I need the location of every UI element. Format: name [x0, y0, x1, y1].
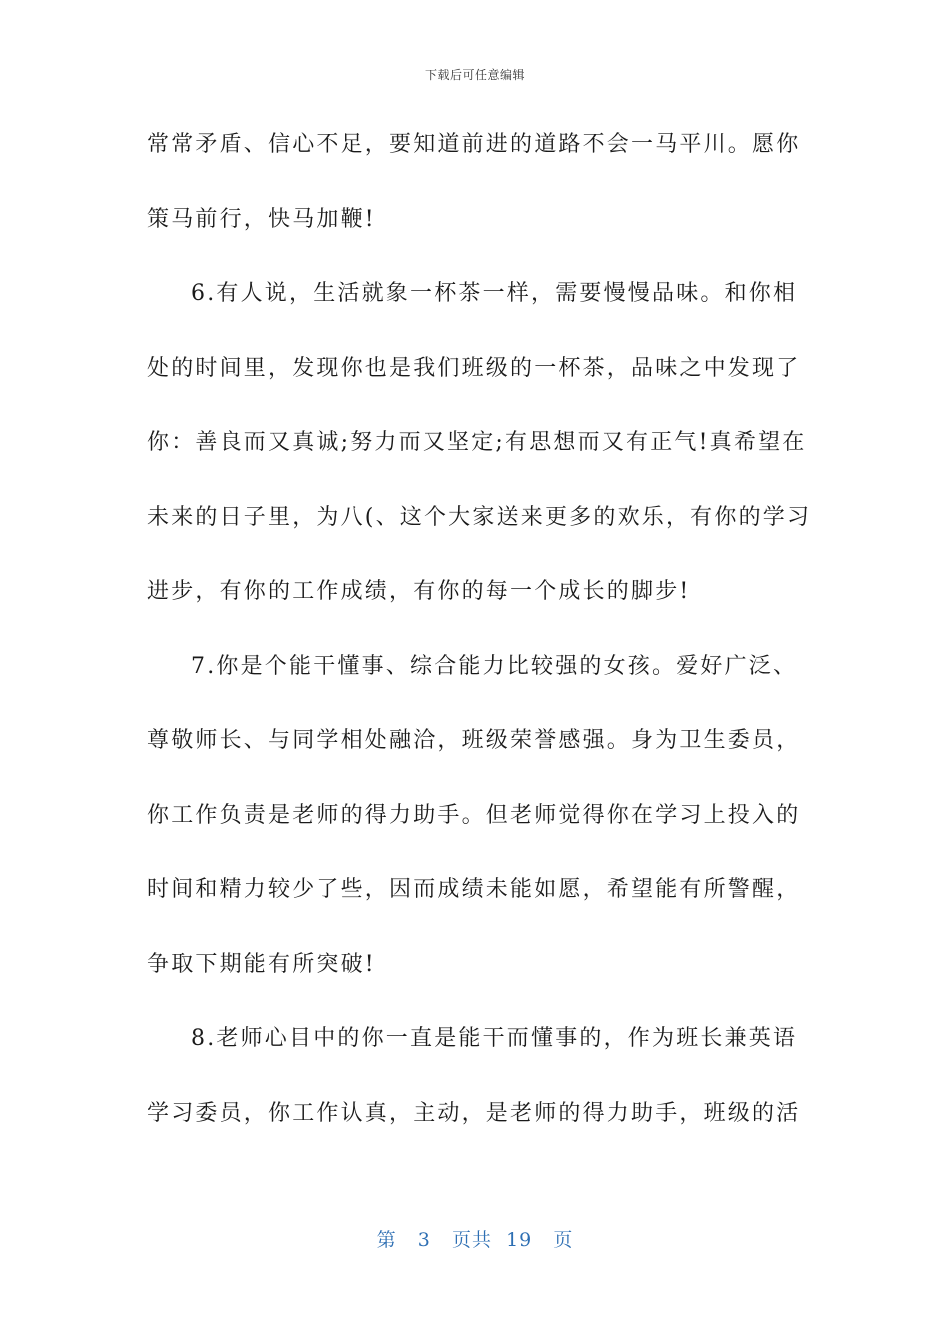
paragraph-line: 时间和精力较少了些，因而成绩未能如愿，希望能有所警醒，	[147, 877, 801, 902]
document-body	[147, 120, 812, 1163]
paragraph-line: 8.老师心目中的你一直是能干而懂事的，作为班长兼英语	[191, 1026, 798, 1051]
footer-suffix: 页	[553, 1229, 574, 1251]
total-pages-number: 19	[506, 1229, 533, 1251]
paragraph-line: 进步，有你的工作成绩，有你的每一个成长的脚步!	[147, 579, 691, 604]
paragraph-line: 学习委员，你工作认真，主动，是老师的得力助手，班级的活	[147, 1100, 801, 1126]
page-number-footer	[0, 1225, 950, 1252]
paragraph-line: 处的时间里，发现你也是我们班级的一杯茶，品味之中发现了	[147, 355, 801, 381]
current-page-number: 3	[417, 1229, 431, 1251]
paragraph-line: 6.有人说，生活就象一杯茶一样，需要慢慢品味。和你相	[191, 281, 798, 306]
page-header-note: 下载后可任意编辑	[424, 68, 525, 82]
paragraph-line: 争取下期能有所突破!	[147, 951, 376, 977]
paragraph-line: 未来的日子里，为八(、这个大家送来更多的欢乐，有你的学习	[147, 504, 812, 530]
paragraph-line: 7.你是个能干懂事、综合能力比较强的女孩。爱好广泛、	[191, 653, 798, 679]
paragraph-line: 常常矛盾、信心不足，要知道前进的道路不会一马平川。愿你	[147, 132, 801, 157]
paragraph-line: 你：善良而又真诚;努力而又坚定;有思想而又有正气!真希望在	[147, 430, 807, 455]
footer-middle: 页共	[451, 1229, 492, 1251]
paragraph-line: 策马前行，快马加鞭!	[147, 206, 376, 232]
paragraph-line: 你工作负责是老师的得力助手。但老师觉得你在学习上投入的	[147, 802, 801, 828]
footer-prefix: 第	[376, 1229, 397, 1251]
paragraph-line: 尊敬师长、与同学相处融洽，班级荣誉感强。身为卫生委员，	[147, 728, 801, 753]
